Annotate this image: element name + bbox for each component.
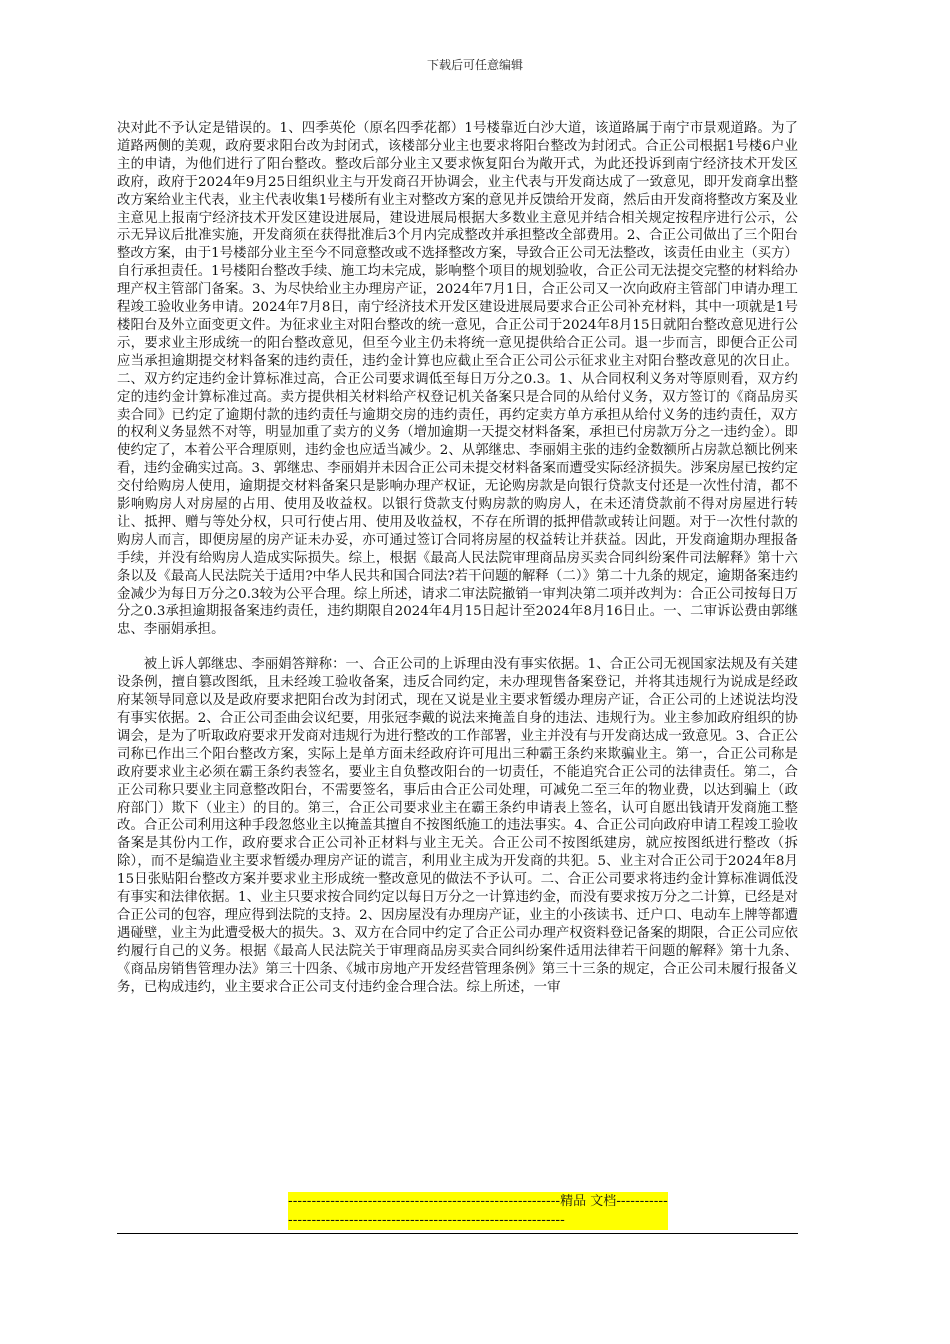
paragraph-appellant-argument: 决对此不予认定是错误的。1、四季英伦（原名四季花都）1号楼靠近白沙大道，该道路属于南宁市景观道路。为了道路两侧的美观，政府要求阳台改为封闭式，该楼部分业主也要求将阳台整改为封闭式。合正公司根据1号楼6户业主的申请，为他们进行了阳台整改。整改后部分业主又要求恢复阳台为敞开式，为此还投诉到南宁经济技术开发区政府，政府于2024年9月25日组织业主与开发商召开协调会，业主代表与开发商达成了一致意见，即开发商拿出整改方案给业主代表，业主代表收集1号楼所有业主对整改方案的意见并反馈给开发商，然后由开发商将整改方案及业主意见上报南宁经济技术开发区建设进展局，建设进展局根据大多数业主意见并结合相关规定按程序进行公示，公示无异议后批准实施，开发商须在获得批准后3个月内完成整改并承担整改全部费用。2、合正公司做出了三个阳台整改方案，由于1号楼部分业主至今不同意整改或不选择整改方案，导致合正公司无法整改，该责任由业主（买方）自行承担责任。1号楼阳台整改手续、施工均未完成，影响整个项目的规划验收，合正公司无法提交完整的材料给办理产权主管部门备案。3、为尽快给业主办理房产证，2024年7月1日，合正公司又一次向政府主管部门申请办理工程竣工验收业务申请。2024年7月8日，南宁经济技术开发区建设进展局要求合正公司补充材料，其中一项就是1号楼阳台及外立面变更文件。为征求业主对阳台整改的统一意见，合正公司于2024年8月15日就阳台整改意见进行公示，要求业主形成统一的阳台整改意见，但至今业主仍未将统一意见提供给合正公司。退一步而言，即便合正公司应当承担逾期提交材料备案的违约责任，违约金计算也应截止至合正公司公示征求业主对阳台整改意见的次日止。二、双方约定违约金计算标准过高，合正公司要求调低至每日万分之0.3。1、从合同权利义务对等原则看，双方约定的违约金计算标准过高。卖方提供相关材料给产权登记机关备案只是合同的从给付义务，双方签订的《商品房买卖合同》已约定了逾期付款的违约责任与逾期交房的违约责任，再约定卖方单方承担从给付义务的违约责任，双方的权利义务显然不对等，明显加重了卖方的义务（增加逾期一天提交材料备案，承担已付房款万分之一违约金）。即使约定了，本着公平合理原则，违约金也应适当减少。2、从郭继忠、李丽娟主张的违约金数额所占房款总额比例来看，违约金确实过高。3、郭继忠、李丽娟并未因合正公司未提交材料备案而遭受实际经济损失。涉案房屋已按约定交付给购房人使用，逾期提交材料备案只是影响办理产权证，无论购房款是向银行贷款支付还是一次性付清，都不影响购房人对房屋的占用、使用及收益权。以银行贷款支付购房款的购房人，在未还清贷款前不得对房屋进行转让、抵押、赠与等处分权，只可行使占用、使用及收益权，不存在所谓的抵押借款或转让问题。对于一次性付款的购房人而言，即便房屋的房产证未办妥，亦可通过签订合同将房屋的权益转让并获益。因此，开发商逾期办理报备手续，并没有给购房人造成实际损失。综上，根据《最高人民法院审理商品房买卖合同纠纷案件司法解释》第十六条以及《最高人民法院关于适用?中华人民共和国合同法?若干问题的解释（二）》第二十九条的规定，逾期备案违约金减少为每日万分之0.3较为公平合理。综上所述，请求二审法院撤销一审判决第二项并改判为：合正公司按每日万分之0.3承担逾期报备案违约责任，违约期限自2024年4月15日起计至2024年8月16日止。一、二审诉讼费由郭继忠、李丽娟承担。	[117, 121, 798, 638]
footer-watermark: ----------------------------------------------------------精品 文档----------------------------------------------------------------------	[288, 1194, 668, 1228]
document-body	[117, 120, 798, 997]
paragraph-gap	[117, 639, 798, 656]
page-header: 下载后可任意编辑	[426, 58, 523, 72]
paragraph-appellee-response: 被上诉人郭继忠、李丽娟答辩称：一、合正公司的上诉理由没有事实依据。1、合正公司无视国家法规及有关建设条例，擅自篡改图纸，且未经竣工验收备案，违反合同约定，未办理现售备案登记，并将其违规行为说成是经政府某领导同意以及是政府要求把阳台改为封闭式，现在又说是业主要求暂缓办理房产证，合正公司的上述说法均没有事实依据。2、合正公司歪曲会议纪要，用张冠李戴的说法来掩盖自身的违法、违规行为。业主参加政府组织的协调会，是为了听取政府要求开发商对违规行为进行整改的工作部署，业主并没有与开发商达成一致意见。3、合正公司称已作出三个阳台整改方案，实际上是单方面未经政府许可甩出三种霸王条约来欺骗业主。第一，合正公司称是政府要求业主必须在霸王条约表签名，要业主自负整改阳台的一切责任，不能追究合正公司的法律责任。第二，合正公司称只要业主同意整改阳台，不需要签名，事后由合正公司处理，可减免二至三年的物业费，以达到骗上（政府部门）欺下（业主）的目的。第三，合正公司要求业主在霸王条约申请表上签名，认可自愿出钱请开发商施工整改。合正公司利用这种手段忽悠业主以掩盖其擅自不按图纸施工的违法事实。4、合正公司向政府申请工程竣工验收备案是其份内工作，政府要求合正公司补正材料与业主无关。合正公司不按图纸建房，就应按图纸进行整改（拆除），而不是编造业主要求暂缓办理房产证的谎言，利用业主成为开发商的共犯。5、业主对合正公司于2024年8月15日张贴阳台整改方案并要求业主形成统一整改意见的做法不予认可。二、合正公司要求将违约金计算标准调低没有事实和法律依据。1、业主只要求按合同约定以每日万分之一计算违约金，而没有要求按万分之二计算，已经是对合正公司的包容，理应得到法院的支持。2、因房屋没有办理房产证，业主的小孩读书、迁户口、电动车上牌等都遭遇碰壁，业主为此遭受极大的损失。3、双方在合同中约定了合正公司办理产权资料登记备案的期限，合正公司应依约履行自己的义务。根据《最高人民法院关于审理商品房买卖合同纠纷案件适用法律若干问题的解释》第十九条、《商品房销售管理办法》第三十四条、《城市房地产开发经营管理条例》第三十三条的规定，合正公司未履行报备义务，已构成违约，业主要求合正公司支付违约金合理合法。综上所述，一审	[117, 657, 798, 995]
footer-divider	[117, 1233, 798, 1234]
